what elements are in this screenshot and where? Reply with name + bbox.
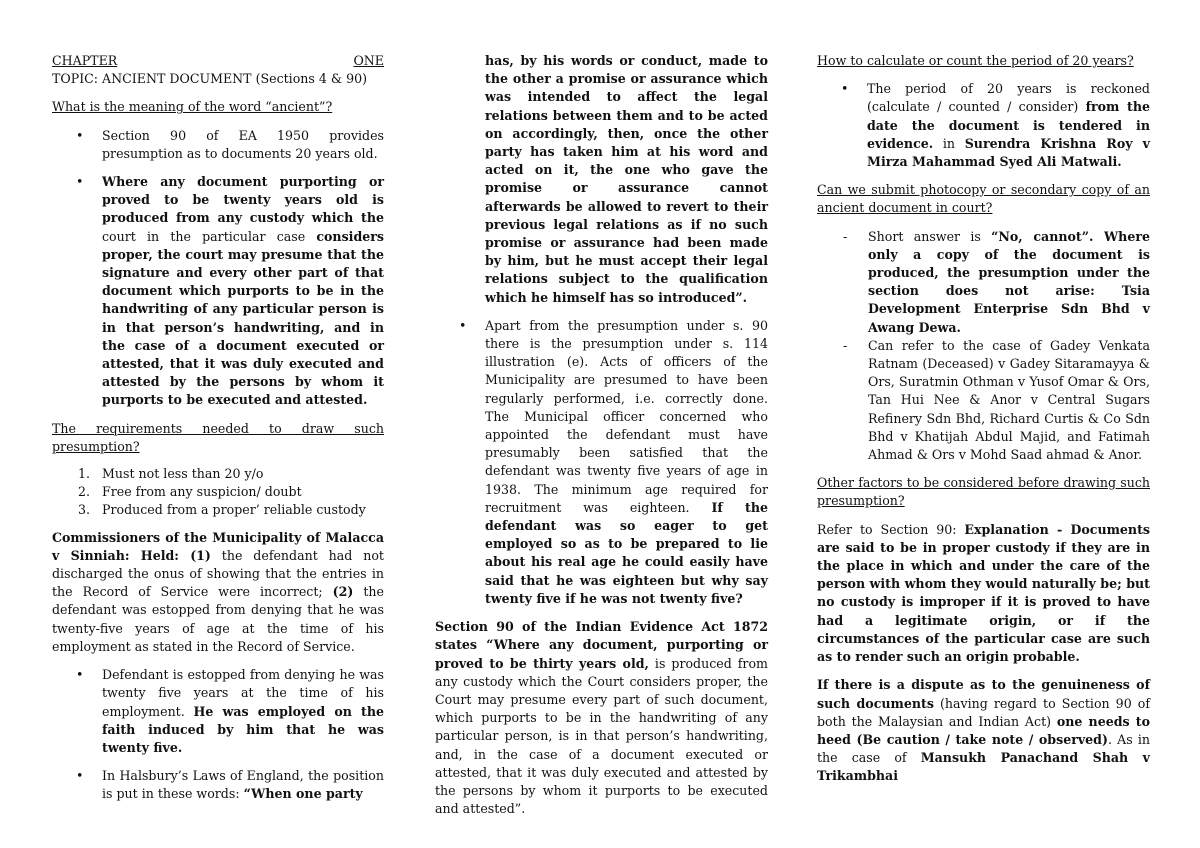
list-item: • The period of 20 years is reckoned (calculate / counted / consider) from the date the document is tendered in evidence. in Surendra Krishna Roy v Mirza Mahammad Syed Ali Matwali. [817,80,1150,171]
requirements-list [52,465,384,520]
presumption-list [435,317,768,608]
list-item: • Apart from the presumption under s. 90 there is the presumption under s. 114 illustration (e). Acts of officers of the Municipality are presumed to have been regularly performed, i.e. correctly done. The Municipal officer concerned who appointed the defendant must have presumably been satisfied that the defendant was twenty five years of age in 1938. The minimum age required for recruitment was eighteen. If the defendant was so eager to get employed so as to be prepared to lie about his real age he could easily have said that he was eighteen but why say twenty five if he was not twenty five? [435,317,768,608]
list-item: • Section 90 of EA 1950 provides presumption as to documents 20 years old. [52,127,384,163]
list-item: • Where any document purporting or proved to be twenty years old is produced from any custody which the court in the particular case considers proper, the court may presume that the signature and every other part of that document which purports to be in the handwriting of any particular person is in that person’s handwriting, and in the case of a document executed or attested, that it was duly executed and attested by the persons by whom it purports to be executed and attested. [52,173,384,410]
section-90-explanation: Refer to Section 90: Explanation - Documents are said to be in proper custody if they are in the place in which and under the care of the person with whom they would naturally be; but no custody is improper if it is proved to have had a legitimate origin, or if the circumstances of the particular case are such as to render such an origin probable. [817,521,1150,665]
list-item: 3. Produced from a proper’ reliable custody [78,502,366,518]
chapter-label: CHAPTER [52,53,118,68]
question-photocopy: Can we submit photocopy or secondary copy of an ancient document in court? [817,182,1150,216]
question-period-calculation: How to calculate or count the period of 20 years? [817,53,1134,68]
column-3 [817,52,1150,786]
halsbury-quote-continued: has, by his words or conduct, made to the other a promise or assurance which was intended to affect the legal relations between them and to be acted on accordingly, then, once the other party has taken him at his word and acted on it, the one who gave the promise or assurance cannot afterwards be allowed to revert to their previous legal relations as if no such promise or assurance had been made by him, but he must accept their legal relations subject to the qualification which he himself has so introduced”. [485,53,768,305]
photocopy-list [817,228,1150,465]
genuineness-dispute-paragraph: If there is a dispute as to the genuineness of such documents (having regard to Section 90 of both the Malaysian and Indian Act) one needs to heed (Be caution / take note / observed). As in the case of Mansukh Panachand Shah v Trikambhai [817,677,1150,784]
question-requirements: The requirements needed to draw such presumption? [52,420,384,454]
period-list [817,80,1150,171]
list-item: - Short answer is “No, cannot”. Where only a copy of the document is produced, the presumption under the section does not arise: Tsia Development Enterprise Sdn Bhd v Awang Dewa. [817,228,1150,337]
chapter-heading [52,52,384,70]
list-item: 1. Must not less than 20 y/o [78,466,264,482]
ancient-meaning-list [52,127,384,410]
question-ancient-meaning: What is the meaning of the word “ancient”? [52,99,333,115]
list-item: - Can refer to the case of Gadey Venkata Ratnam (Deceased) v Gadey Sitaramayya & Ors, Suratmin Othman v Yusof Omar & Ors, Tan Hui Nee & Anor v Central Sugars Refinery Sdn Bhd, Richard Curtis & Co Sdn Bhd v Khatijah Abdul Majid, and Fatimah Ahmad & Ors v Mohd Saad ahmad & Anor. [817,337,1150,464]
chapter-number: ONE [353,53,384,68]
malacca-case-paragraph: Commissioners of the Municipality of Malacca v Sinniah: Held: (1) the defendant had not discharged the onus of showing that the entries in the Record of Service were incorrect; (2) the defendant was estopped from denying that he was twenty-five years of age at the time of his employment as stated in the Record of Service. [52,529,384,654]
list-item: 2. Free from any suspicion/ doubt [78,484,302,500]
question-other-factors: Other factors to be considered before drawing such presumption? [817,475,1150,509]
column-1 [52,52,384,804]
list-item: • Defendant is estopped from denying he was twenty five years at the time of his employment. He was employed on the faith induced by him that he was twenty five. [52,666,384,757]
column-2 [435,52,768,818]
estoppel-list [52,666,384,803]
list-item: • In Halsbury’s Laws of England, the position is put in these words: “When one party [52,767,384,803]
indian-evidence-act-paragraph: Section 90 of the Indian Evidence Act 1872 states “Where any document, purporting or proved to be thirty years old, is produced from any custody which the Court considers proper, the Court may presume every part of such document, which purports to be in the handwriting of any particular person, is in that person’s handwriting, and, in the case of a document executed or attested, that it was duly executed and attested by the persons by whom it purports to be executed and attested”. [435,619,768,817]
topic-title: TOPIC: ANCIENT DOCUMENT (Sections 4 & 90) [52,71,368,87]
